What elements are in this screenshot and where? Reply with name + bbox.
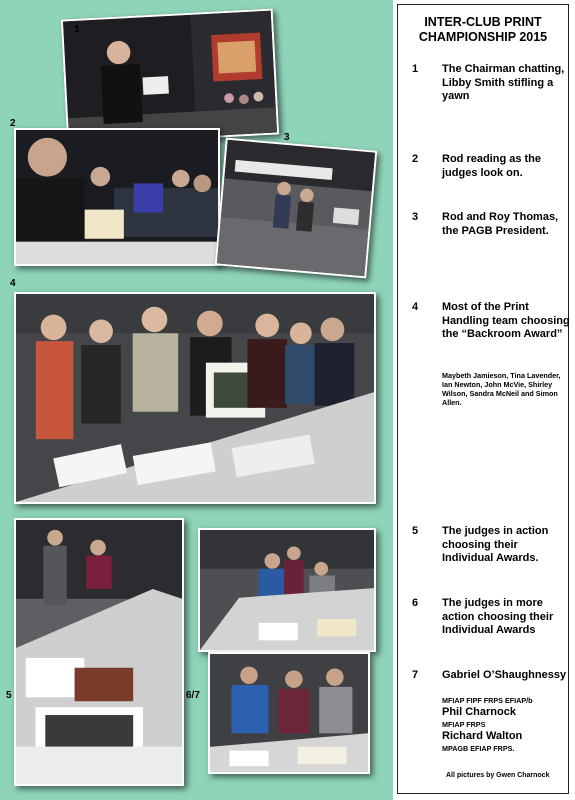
photo-chairman-chatting [61, 9, 279, 146]
photo-judges-more-action [198, 528, 376, 652]
photo-rod-and-roy [215, 138, 378, 279]
caption-text: The judges in more action choosing their Individual Awards [442, 597, 554, 636]
caption-text: The judges in action choosing their Individual Awards. [442, 525, 549, 564]
caption-number: 1 [412, 63, 419, 75]
caption-text: Rod and Roy Thomas, the PAGB President. [442, 211, 559, 237]
caption-number: 5 [412, 525, 419, 537]
photo-label-1: 1 [74, 24, 80, 35]
photo-credit: All pictures by Gwen Charnock [446, 772, 550, 779]
caption-number: 2 [412, 153, 419, 165]
judge-name: Richard Walton [442, 730, 523, 742]
caption-text: Rod reading as the judges look on. [442, 153, 542, 179]
caption-number: 4 [412, 301, 419, 313]
photo-label-5: 5 [6, 690, 12, 701]
caption-number: 3 [412, 211, 419, 223]
caption-names: Maybeth Jamieson, Tina Lavender, Ian Newton, John McVie, Shirley Wilson, Sandra McNeil and Simon Allen. [442, 371, 561, 407]
photo-judges-individual-awards [14, 518, 184, 786]
judge-qualifications: MFIAP FRPS [442, 720, 486, 729]
photo-label-4: 4 [10, 278, 16, 289]
caption-number: 7 [412, 669, 419, 681]
photo-named-judges [208, 652, 370, 774]
photo-print-handling-team [14, 292, 376, 504]
caption-text: The Chairman chatting, Libby Smith stifling a yawn [442, 63, 565, 102]
caption-text: Most of the Print Handling team choosing the “Backroom Award” [442, 301, 570, 340]
caption-number: 6 [412, 597, 419, 609]
judge-name: Gabriel O’Shaughnessy [442, 669, 567, 681]
photo-label-2: 2 [10, 118, 16, 129]
judge-qualifications: MFIAP FIPF FRPS EFIAP/b [442, 696, 533, 705]
photo-label-6-7: 6/7 [186, 690, 200, 701]
photo-rod-reading [14, 128, 220, 266]
title-line-2: CHAMPIONSHIP 2015 [418, 30, 548, 44]
judge-qualifications: MPAGB EFIAP FRPS. [442, 744, 515, 753]
title-line-1: INTER-CLUB PRINT [424, 15, 542, 29]
judge-name: Phil Charnock [442, 706, 516, 718]
caption-panel [397, 4, 569, 794]
page-title [398, 15, 568, 45]
photo-label-3: 3 [284, 132, 290, 143]
